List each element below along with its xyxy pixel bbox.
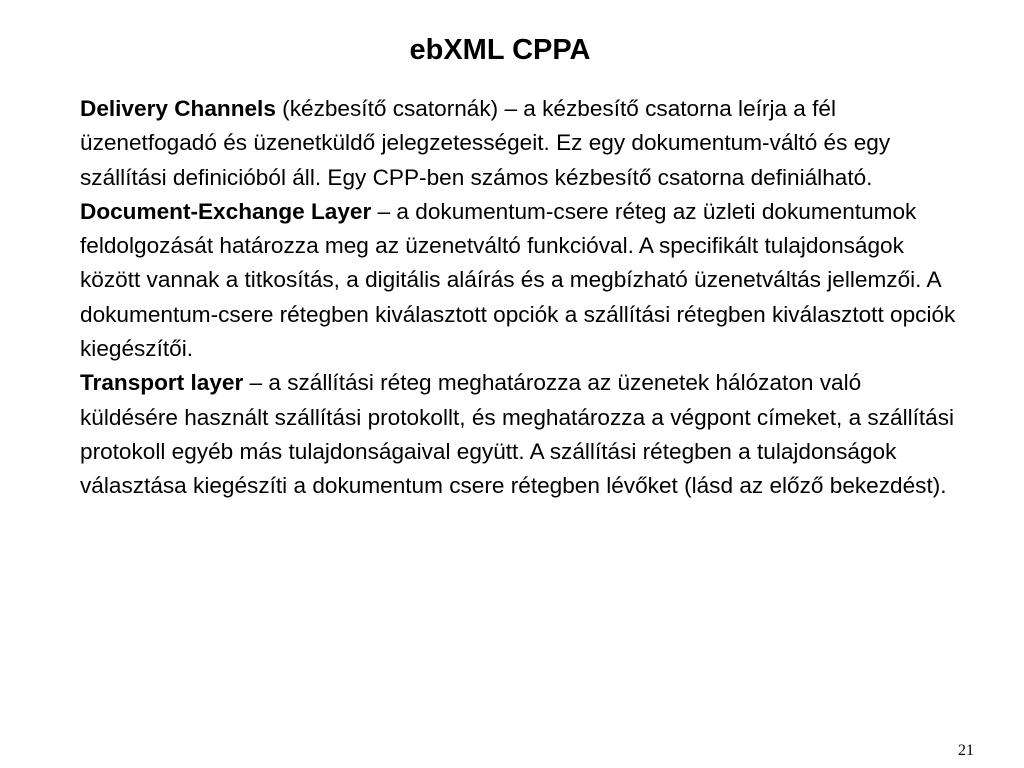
page-number: 21: [958, 742, 974, 759]
definition-document-exchange-layer: – a dokumentum-csere réteg az üzleti dokumentumok feldolgozását határozza meg az üzenetváltó funkcióval. A specifikált tulajdonságok között vannak a titkosítás, a digitális aláírás és a megbízható üzenetváltás jellemzői. A dokumentum-csere rétegben kiválasztott opciók a szállítási rétegben kiválasztott opciók kiegészítői.: [80, 198, 956, 362]
slide-title: ebXML CPPA: [409, 34, 591, 66]
paragraph-transport-layer: [80, 366, 960, 503]
definition-delivery-channels: (kézbesítő csatornák) – a kézbesítő csatorna leírja a fél üzenetfogadó és üzenetküldő jelegzetességeit. Ez egy dokumentum-váltó és egy szállítási definicióból áll. Egy CPP-ben számos kézbesítő csatorna definiálható.: [80, 96, 891, 190]
paragraph-delivery-channels: [80, 92, 960, 195]
term-transport-layer: Transport layer: [80, 370, 244, 396]
term-document-exchange-layer: Document-Exchange Layer: [80, 198, 372, 224]
paragraph-document-exchange-layer: [80, 195, 960, 366]
definition-transport-layer: – a szállítási réteg meghatározza az üzenetek hálózaton való küldésére használt szállítási protokollt, és meghatározza a végpont címeket, a szállítási protokoll egyéb más tulajdonságaival együtt. A szállítási rétegben a tulajdonságok választása kiegészíti a dokumentum csere rétegben lévőket (lásd az előző bekezdést).: [80, 370, 955, 499]
slide-body: [80, 92, 960, 504]
term-delivery-channels: Delivery Channels: [80, 96, 276, 121]
